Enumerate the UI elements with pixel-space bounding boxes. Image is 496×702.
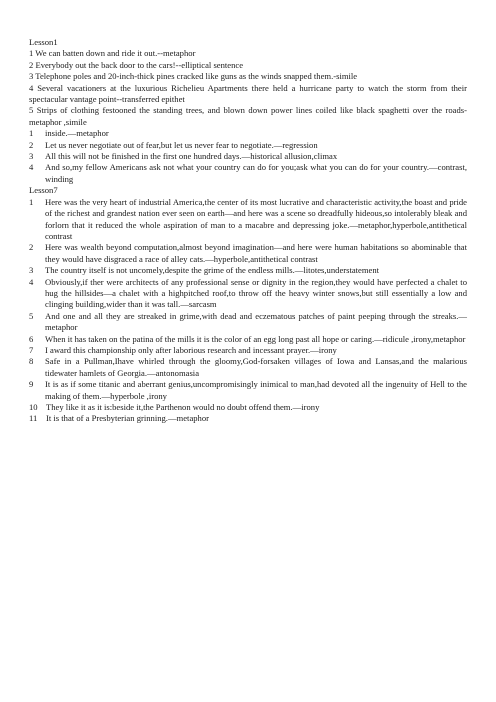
lesson7-numbered-item <box>29 379 467 402</box>
item-text: It is as if some titanic and aberrant genius,uncompromisingly inimical to man,had devoted all the ingenuity of Hell to the making of them.—hyperbole ,irony <box>45 379 467 401</box>
item-number: 8 <box>29 356 34 367</box>
lesson7-numbered-item <box>29 345 467 356</box>
lesson1-sentence-1: 1 We can batten down and ride it out.--metaphor <box>29 48 196 59</box>
item-text: Here was the very heart of industrial America,the center of its most lucrative and characteristic activity,the boast and pride of the richest and grandest nation ever seen on earth—and here was a scene so dreadfully hideous,so intolerably bleak and forlorn that it reduced the whole aspiration of man to a macabre and depressing joke.—metaphor,hyperbole,antithetical contrast <box>45 196 467 241</box>
item-text: Here was wealth beyond computation,almost beyond imagination—and here were human habitations so abominable that they would have disgraced a race of alley cats.—hyperbole,antithetical contrast <box>45 242 467 264</box>
item-number: 6 <box>29 333 34 344</box>
item-text: When it has taken on the patina of the mills it is the color of an egg long past all hope or caring.—ridicule ,irony,metaphor <box>45 333 466 344</box>
item-number: 2 <box>29 139 34 150</box>
item-number: 9 <box>29 379 34 390</box>
item-number: 4 <box>29 276 34 287</box>
item-number: 3 <box>29 265 34 276</box>
lesson1-numbered-item <box>29 128 467 139</box>
lesson7-numbered-item <box>29 356 467 379</box>
item-text: Let us never negotiate out of fear,but let us never fear to negotiate.—regression <box>45 139 318 150</box>
item-text: And one and all they are streaked in grime,with dead and eczematous patches of paint peeping through the streaks.—metaphor <box>45 310 467 333</box>
item-number: 2 <box>29 242 34 253</box>
item-text: It is that of a Presbyterian grinning.—metaphor <box>46 413 210 424</box>
item-text: All this will not be finished in the first one hundred days.—historical allusion,climax <box>45 151 338 162</box>
item-text: Safe in a Pullman,Ihave whirled through the gloomy,God-forsaken villages of Iowa and Lansas,and the malarious tidewater hamlets of Georgia.—antonomasia <box>45 356 467 378</box>
item-text: They like it as it is:beside it,the Parthenon would no doubt offend them.—irony <box>46 402 320 412</box>
lesson7-numbered-item <box>29 311 467 334</box>
item-text: inside.—metaphor <box>45 128 109 139</box>
item-text: The country itself is not uncomely,despite the grime of the endless mills.—litotes,understatement <box>45 265 380 276</box>
lesson7-numbered-item <box>29 413 467 424</box>
lesson7-heading: Lesson7 <box>29 185 58 196</box>
lesson7-numbered-item <box>29 334 467 345</box>
lesson1-sentence-3: 3 Telephone poles and 20-inch-thick pines cracked like guns as the winds snapped them.-simile <box>29 71 358 82</box>
lesson1-sentence-4: 4 Several vacationers at the luxurious Richelieu Apartments there held a hurricane party to watch the storm from their spectacular vantage point--transferred epithet <box>29 82 467 105</box>
lesson1-numbered-item <box>29 151 467 162</box>
lesson1-sentence-5: 5 Strips of clothing festooned the standing trees, and blown down power lines coiled like black spaghetti over the roads-metaphor ,simile <box>29 105 467 127</box>
item-number: 3 <box>29 151 34 162</box>
lesson7-numbered-item <box>29 277 467 311</box>
lesson7-numbered-item <box>29 265 467 276</box>
item-number: 7 <box>29 344 34 355</box>
lesson1-numbered-item <box>29 162 467 185</box>
item-text: And so,my fellow Americans ask not what your country can do for you;ask what you can do for your country.—contrast, winding <box>45 162 467 184</box>
lesson7-numbered-item <box>29 242 467 265</box>
item-text: I award this championship only after laborious research and incessant prayer.—irony <box>45 344 337 355</box>
item-number: 5 <box>29 310 34 321</box>
item-number: 11 <box>29 413 38 424</box>
lesson1-sentence-2: 2 Everybody out the back door to the cars!--elliptical sentence <box>29 59 244 70</box>
lesson7-numbered-item <box>29 402 467 413</box>
item-number: 10 <box>29 402 38 412</box>
item-number: 1 <box>29 128 34 139</box>
lesson7-numbered-item <box>29 197 467 243</box>
lesson1-numbered-item <box>29 140 467 151</box>
lesson1-heading: Lesson1 <box>29 37 58 47</box>
item-text: Obviously,if ther were architects of any professional sense or dignity in the region,they would have perfected a chalet to hug the hillsides—a chalet with a highpitched roof,to throw off the heavy winter snows,but still essentially a low and clinging building,wider than it was tall.—sarcasm <box>45 276 467 310</box>
item-number: 1 <box>29 196 34 207</box>
item-number: 4 <box>29 162 34 173</box>
